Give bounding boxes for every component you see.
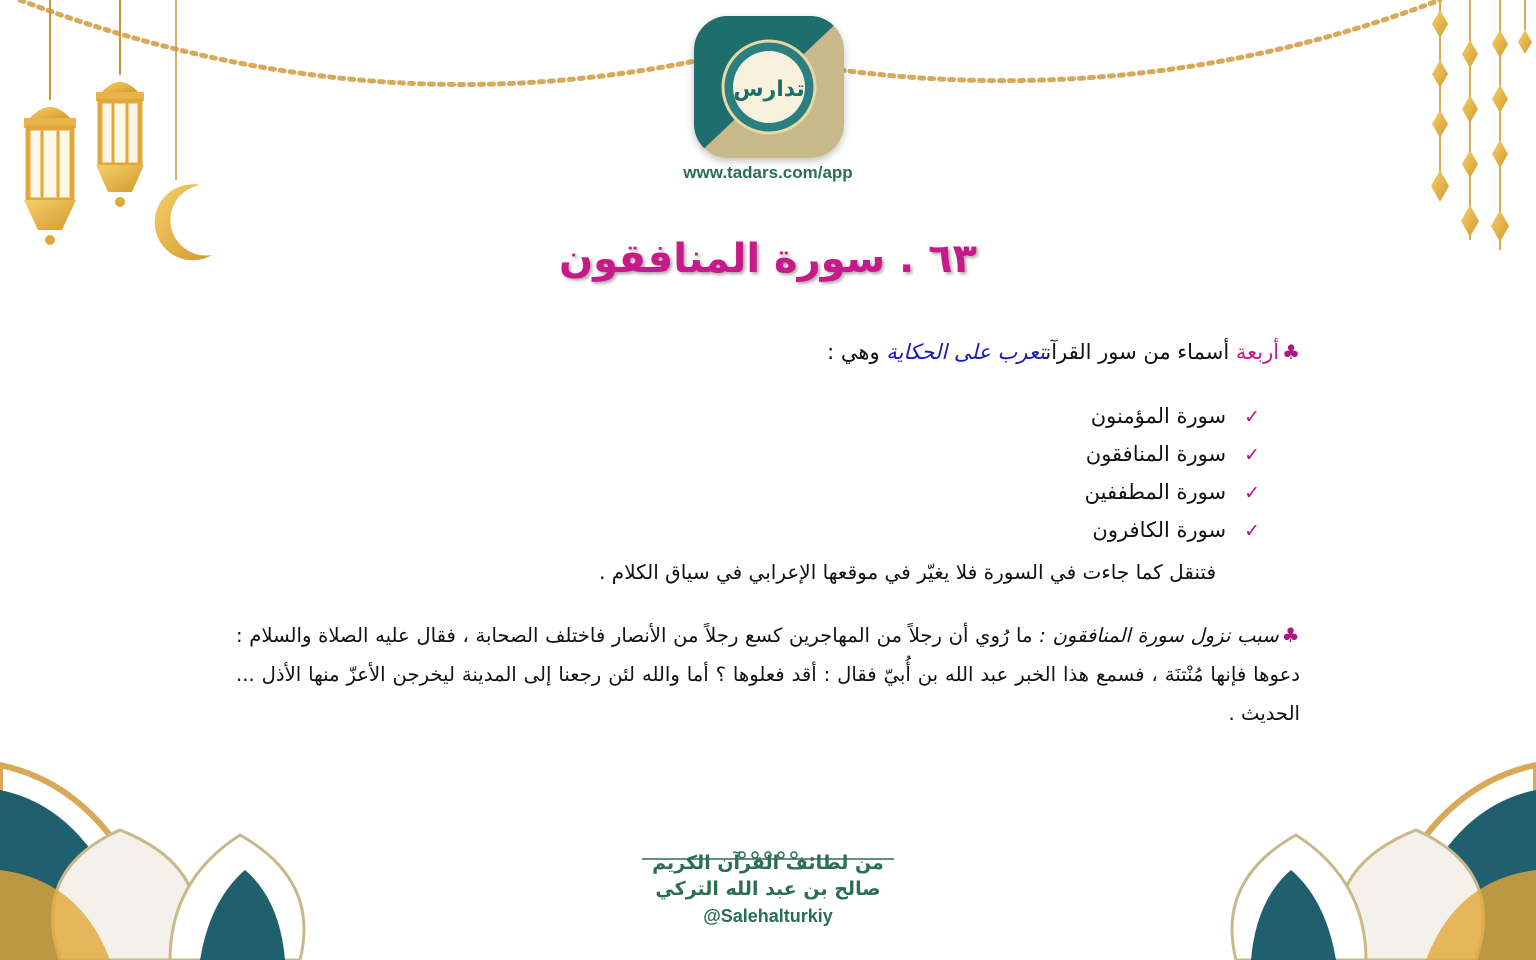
- hanging-ornament-icon: [1461, 0, 1479, 240]
- reason-heading: سبب نزول سورة المنافقون :: [1039, 624, 1279, 647]
- list-item: [840, 514, 1260, 552]
- page-title: ٦٣ . سورة المنافقون: [559, 236, 977, 282]
- list-item: [840, 400, 1260, 438]
- logo-text: تدارس: [733, 77, 805, 102]
- list-item-label: سورة المؤمنون: [1090, 404, 1227, 428]
- left-garland: [20, 0, 700, 85]
- footer-author: صالح بن عبد الله التركي: [655, 878, 881, 900]
- footer-line-1: من لطائف القرآن الكريم: [652, 852, 884, 874]
- hanging-ornament-icon: [1491, 0, 1509, 250]
- reason-text: ما رُوي أن رجلاً من المهاجرين كسع رجلاً من الأنصار فاختلف الصحابة ، فقال عليه الصلاة والسلام : دعوها فإنها مُنْتنَة ، فسمع هذا الخبر عبد الله بن أُبيّ فقال : أقد فعلوها ؟ أما والله لئن رجعنا إلى المدينة ليخرجن الأعزّ منها الأذل ... الحديث .: [236, 624, 1300, 725]
- check-icon: ✓: [1244, 520, 1260, 542]
- reason-paragraph: [236, 616, 1300, 733]
- hanging-ornament-icon: [1431, 0, 1449, 202]
- intro-text-a: أسماء من سور القرآن: [1045, 340, 1230, 364]
- list-item: [840, 476, 1260, 514]
- list-item-label: سورة الكافرون: [1092, 518, 1227, 542]
- intro-line: [827, 340, 1300, 364]
- site-url[interactable]: www.tadars.com/app: [683, 163, 853, 182]
- list-item: [840, 438, 1260, 476]
- intro-text-b: وهي :: [827, 340, 880, 364]
- footer-handle[interactable]: @Salehalturkiy: [703, 906, 833, 926]
- intro-count: أربعة: [1235, 340, 1280, 364]
- flower-ornament-icon: [1232, 765, 1536, 960]
- crescent-icon: [155, 0, 212, 260]
- app-logo: [694, 16, 844, 158]
- club-bullet-icon: ♣: [1282, 340, 1300, 364]
- note-text: فتنقل كما جاءت في السورة فلا يغيّر في موقعها الإعرابي في سياق الكلام .: [599, 560, 1216, 584]
- flower-ornament-icon: [0, 765, 304, 960]
- list-item-label: سورة المنافقون: [1085, 442, 1227, 466]
- club-bullet-icon: ♣: [1281, 623, 1300, 647]
- check-icon: ✓: [1244, 482, 1260, 504]
- check-icon: ✓: [1244, 444, 1260, 466]
- list-item-label: سورة المطففين: [1084, 480, 1227, 504]
- intro-highlight: تعرب على الحكاية: [886, 340, 1046, 364]
- right-garland: [840, 0, 1440, 81]
- surah-list: [840, 400, 1260, 552]
- footer: [618, 850, 918, 930]
- check-icon: ✓: [1244, 406, 1260, 428]
- lantern-icon: [24, 0, 76, 245]
